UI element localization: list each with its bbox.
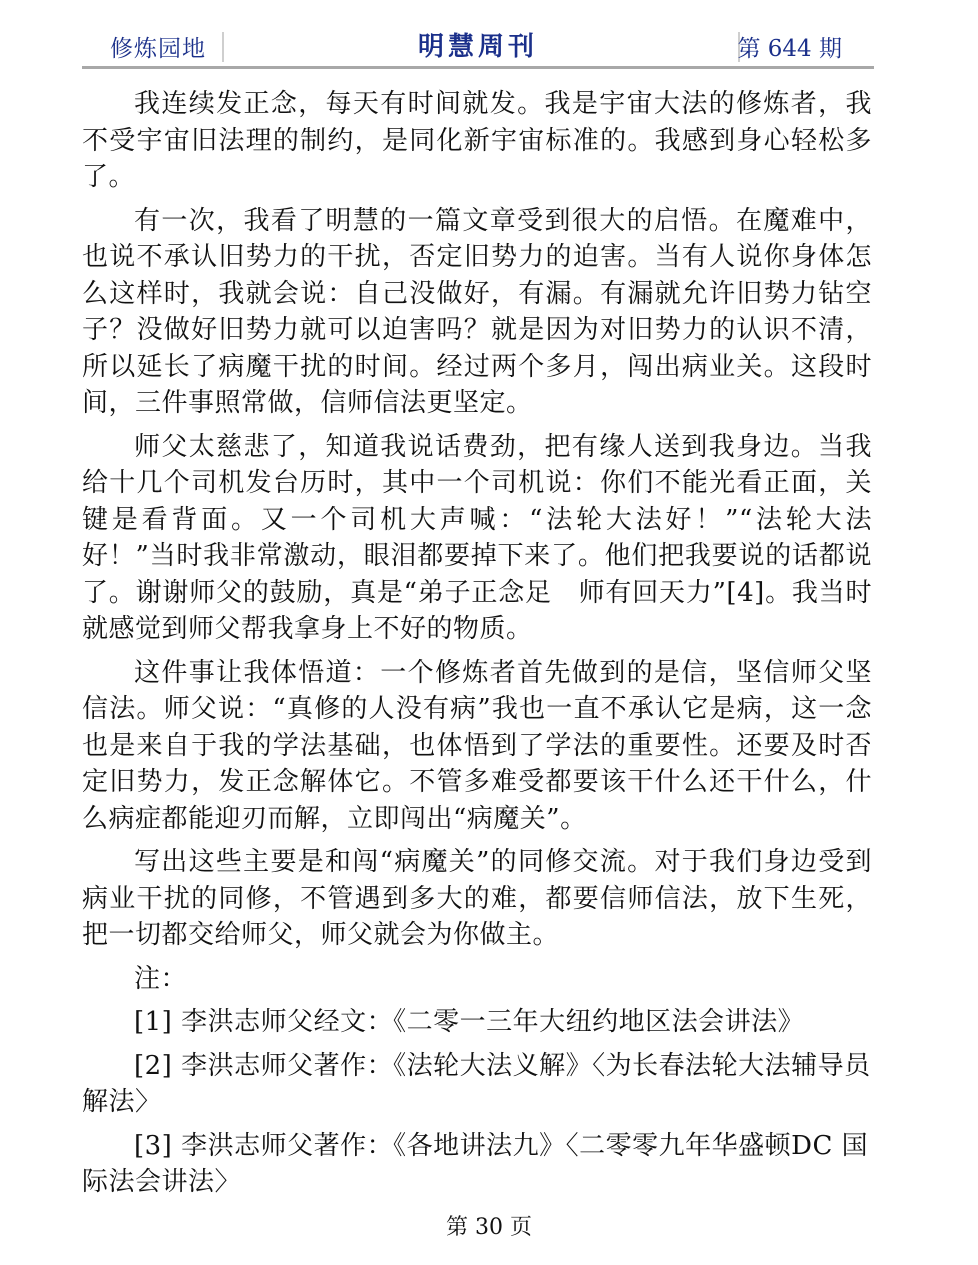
note-item: [2] 李洪志师父著作：《法轮大法义解》〈为长春法轮大法辅导员解法〉 [82,1050,871,1117]
page-header [82,26,874,66]
page-number: 第 30 页 [446,1215,532,1240]
paragraph: 我连续发正念，每天有时间就发。我是宇宙大法的修炼者，我不受宇宙旧法理的制约，是同化新宇宙标准的。我感到身心轻松多了。 [82,89,872,192]
section-label: 修炼园地 [110,36,206,62]
header-rule [82,66,874,69]
paragraph: 写出这些主要是和闯“病魔关”的同修交流。对于我们身边受到病业干扰的同修，不管遇到多大的难，都要信师信法，放下生死，把一切都交给师父，师父就会为你做主。 [82,847,872,950]
note-item: [3] 李洪志师父著作：《各地讲法九》〈二零零九年华盛顿DC 国际法会讲法〉 [82,1130,869,1197]
note-item: [1] 李洪志师父经文：《二零一三年大纽约地区法会讲法》 [134,1007,805,1037]
paragraph: 这件事让我体悟道：一个修炼者首先做到的是信，坚信师父坚信法。师父说：“真修的人没有病”我也一直不承认它是病，这一念也是来自于我的学法基础，也体悟到了学法的重要性。还要及时否定旧势力，发正念解体它。不管多难受都要该干什么还干什么，什么病症都能迎刃而解，立即闯出“病魔关”。 [82,657,872,834]
article-body [82,86,872,1208]
notes-label: 注： [134,963,188,994]
publication-title: 明慧周刊 [417,32,538,62]
issue-number: 第 644 期 [737,36,842,62]
paragraph: 有一次，我看了明慧的一篇文章受到很大的启悟。在魔难中，也说不承认旧势力的干扰，否定旧势力的迫害。当有人说你身体怎么这样时，我就会说：自己没做好，有漏。有漏就允许旧势力钻空子？没做好旧势力就可以迫害吗？就是因为对旧势力的认识不清，所以延长了病魔干扰的时间。经过两个多月，闯出病业关。这段时间，三件事照常做，信师信法更坚定。 [82,205,872,418]
paragraph: 师父太慈悲了，知道我说话费劲，把有缘人送到我身边。当我给十几个司机发台历时，其中一个司机说：你们不能光看正面，关键是看背面。又一个司机大声喊：“法轮大法好！”“法轮大法好！”当时我非常激动，眼泪都要掉下来了。他们把我要说的话都说了。谢谢师父的鼓励，真是“弟子正念足 师有回天力”[4]。我当时就感觉到师父帮我拿身上不好的物质。 [82,431,872,644]
